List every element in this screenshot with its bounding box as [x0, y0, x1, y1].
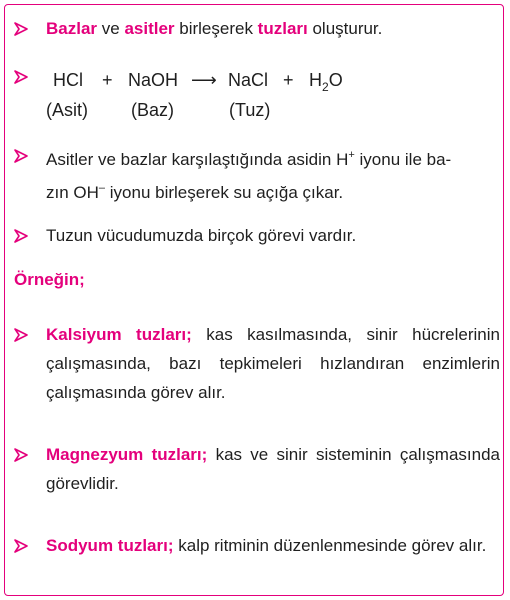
text-fragment: kas ve sinir sisteminin çalışmasında görevlidir.	[46, 445, 500, 493]
list-item-text: Tuzun vücudumuzda birçok görevi vardır.	[46, 226, 357, 245]
superscript: –	[98, 182, 106, 194]
arrow-bullet-icon	[14, 221, 36, 250]
superscript: +	[348, 149, 355, 161]
text-fragment: kalp ritminin düzenlenmesinde görev alır.	[173, 536, 487, 555]
text-fragment: zın OH	[46, 183, 99, 202]
list-item-text	[46, 440, 500, 498]
text-fragment: iyonu ile ba-	[354, 150, 452, 169]
text-fragment: ve	[97, 19, 125, 38]
reaction-arrow: ⟶	[191, 70, 217, 90]
content-frame	[4, 4, 504, 596]
list-item-text	[46, 320, 500, 407]
plus-sign: +	[283, 70, 294, 90]
text-fragment: iyonu birleşerek su açığa çıkar.	[105, 183, 344, 202]
text-line	[46, 174, 500, 207]
acid-formula: HCl	[53, 70, 83, 90]
term-bazlar: Bazlar	[46, 19, 98, 38]
water-subscript: 2	[322, 80, 329, 94]
text-fragment: oluşturur.	[307, 19, 383, 38]
plus-sign: +	[102, 70, 113, 90]
arrow-bullet-icon	[14, 440, 36, 469]
arrow-bullet-icon	[14, 62, 36, 91]
term-magnesium-salts: Magnezyum tuzları;	[46, 445, 208, 464]
term-calcium-salts: Kalsiyum tuzları;	[46, 325, 192, 344]
arrow-bullet-icon	[14, 14, 36, 43]
water-o: O	[328, 70, 343, 90]
text-fragment: Asitler ve bazlar karşılaştığında asidin H	[46, 150, 349, 169]
term-tuzlari: tuzları	[257, 19, 308, 38]
term-asitler: asitler	[124, 19, 175, 38]
salt-label: (Tuz)	[229, 100, 271, 120]
text-line	[46, 141, 500, 174]
list-item-text	[46, 14, 500, 43]
arrow-bullet-icon	[14, 531, 36, 560]
acid-label: (Asit)	[46, 100, 88, 120]
arrow-bullet-icon	[14, 320, 36, 349]
list-item-text	[46, 141, 500, 207]
water-h: H	[309, 70, 322, 90]
base-formula: NaOH	[128, 70, 179, 90]
arrow-bullet-icon	[14, 141, 36, 170]
text-fragment: kas kasılmasında, sinir hücrelerinin çalışmasında, bazı tepkimeleri hızlandıran enzimlerin çalışmasında görev alır.	[46, 325, 500, 402]
list-item-text	[46, 531, 500, 560]
salt-formula: NaCl	[228, 70, 269, 90]
term-sodium-salts: Sodyum tuzları;	[46, 536, 174, 555]
examples-heading: Örneğin;	[14, 270, 85, 289]
base-label: (Baz)	[131, 100, 175, 120]
water-formula	[309, 69, 343, 98]
text-fragment: birleşerek	[174, 19, 258, 38]
